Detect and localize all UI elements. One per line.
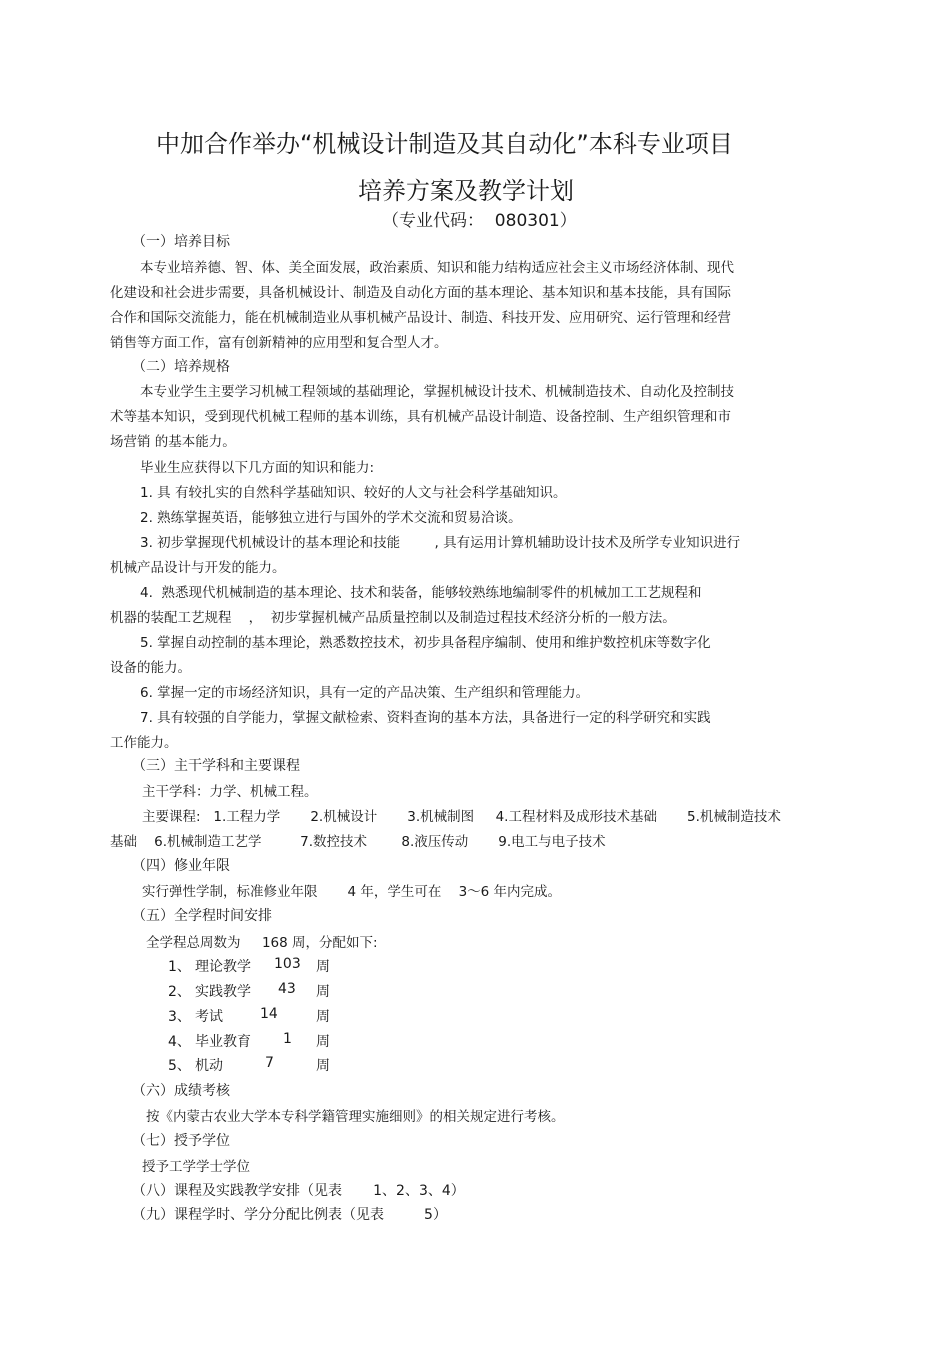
section-1-heading: （一）培养目标 xyxy=(132,234,230,250)
section-6-heading: （六）成绩考核 xyxy=(132,1083,230,1099)
schedule-unit: 周 xyxy=(316,959,330,975)
assessment-text: 按《内蒙古农业大学本专科学籍管理实施细则》的相关规定进行考核。 xyxy=(146,1109,565,1125)
section-2-text-line: 毕业生应获得以下几方面的知识和能力: xyxy=(140,460,375,476)
main-courses: 主要课程: 1.工程力学 2.机械设计 3.机械制图 4.工程材料及成形技术基础 5.机械制造技术 xyxy=(142,809,781,825)
schedule-unit: 周 xyxy=(316,1009,330,1025)
section-3-heading: （三）主干学科和主要课程 xyxy=(132,758,300,774)
ability-item: 7. 具有较强的自学能力，掌握文献检索、资料查询的基本方法，具备进行一定的科学研究和实践 xyxy=(140,710,711,726)
section-5-heading: （五）全学程时间安排 xyxy=(132,908,272,924)
study-years: 实行弹性学制，标准修业年限 4 年，学生可在 3～6 年内完成。 xyxy=(142,884,562,900)
section-1-text-line: 化建设和社会进步需要，具备机械设计、制造及自动化方面的基本理论、基本知识和基本技能，具有国际 xyxy=(110,285,731,301)
section-9-heading: （九）课程学时、学分分配比例表（见表 5） xyxy=(132,1207,447,1223)
schedule-weeks: 14 xyxy=(260,1006,278,1022)
ability-item: 6. 掌握一定的市场经济知识，具有一定的产品决策、生产组织和管理能力。 xyxy=(140,685,590,701)
schedule-name: 毕业教育 xyxy=(195,1034,251,1050)
schedule-index: 2、 xyxy=(168,984,191,1000)
schedule-index: 4、 xyxy=(168,1034,191,1050)
schedule-name: 考试 xyxy=(195,1009,223,1025)
schedule-weeks: 103 xyxy=(274,956,301,972)
schedule-unit: 周 xyxy=(316,1034,330,1050)
section-2-text-line: 本专业学生主要学习机械工程领域的基础理论，掌握机械设计技术、机械制造技术、自动化及控制技 xyxy=(140,384,734,400)
main-disciplines: 主干学科：力学、机械工程。 xyxy=(142,784,318,800)
schedule-name: 实践教学 xyxy=(195,984,251,1000)
ability-item: 工作能力。 xyxy=(110,735,178,751)
section-1-text-line: 合作和国际交流能力，能在机械制造业从事机械产品设计、制造、科技开发、应用研究、运行管理和经营 xyxy=(110,310,731,326)
ability-item: 机械产品设计与开发的能力。 xyxy=(110,560,286,576)
ability-item: 设备的能力。 xyxy=(110,660,191,676)
main-courses-cont: 基础 6.机械制造工艺学 7.数控技术 8.液压传动 9.电工与电子技术 xyxy=(110,834,606,850)
schedule-unit: 周 xyxy=(316,984,330,1000)
schedule-name: 机动 xyxy=(195,1058,223,1074)
schedule-weeks: 7 xyxy=(265,1055,274,1071)
schedule-index: 3、 xyxy=(168,1009,191,1025)
section-7-heading: （七）授予学位 xyxy=(132,1133,230,1149)
schedule-weeks: 43 xyxy=(278,981,296,997)
section-8-heading: （八）课程及实践教学安排（见表 1、2、3、4） xyxy=(132,1183,465,1199)
schedule-name: 理论教学 xyxy=(195,959,251,975)
section-2-text-line: 场营销 的基本能力。 xyxy=(110,434,236,450)
ability-item: 3. 初步掌握现代机械设计的基本理论和技能 , 具有运用计算机辅助设计技术及所学专业知识进行 xyxy=(140,535,741,551)
major-code: （专业代码： 080301） xyxy=(382,211,577,231)
ability-item: 1. 具 有较扎实的自然科学基础知识、较好的人文与社会科学基础知识。 xyxy=(140,485,567,501)
ability-item: 4. 熟悉现代机械制造的基本理论、技术和装备，能够较熟练地编制零件的机械加工工艺规程和 xyxy=(140,585,702,601)
section-2-heading: （二）培养规格 xyxy=(132,359,230,375)
ability-item: 5. 掌握自动控制的基本理论，熟悉数控技术，初步具备程序编制、使用和维护数控机床等数字化 xyxy=(140,635,711,651)
total-weeks: 全学程总周数为 168 周，分配如下: xyxy=(146,935,378,951)
ability-item: 2. 熟练掌握英语，能够独立进行与国外的学术交流和贸易洽谈。 xyxy=(140,510,522,526)
degree-text: 授予工学学士学位 xyxy=(142,1159,250,1175)
document-title-line1: 中加合作举办“机械设计制造及其自动化”本科专业项目 xyxy=(156,130,733,158)
document-title-line2: 培养方案及教学计划 xyxy=(358,177,574,205)
schedule-unit: 周 xyxy=(316,1058,330,1074)
schedule-index: 1、 xyxy=(168,959,191,975)
schedule-weeks: 1 xyxy=(283,1031,292,1047)
ability-item: 机器的装配工艺规程 ， 初步掌握机械产品质量控制以及制造过程技术经济分析的一般方法。 xyxy=(110,610,676,626)
section-1-text-line: 销售等方面工作，富有创新精神的应用型和复合型人才。 xyxy=(110,335,448,351)
section-1-text-line: 本专业培养德、智、体、美全面发展，政治素质、知识和能力结构适应社会主义市场经济体制、现代 xyxy=(140,260,734,276)
section-4-heading: （四）修业年限 xyxy=(132,858,230,874)
schedule-index: 5、 xyxy=(168,1058,191,1074)
section-2-text-line: 术等基本知识，受到现代机械工程师的基本训练，具有机械产品设计制造、设备控制、生产组织管理和市 xyxy=(110,409,731,425)
